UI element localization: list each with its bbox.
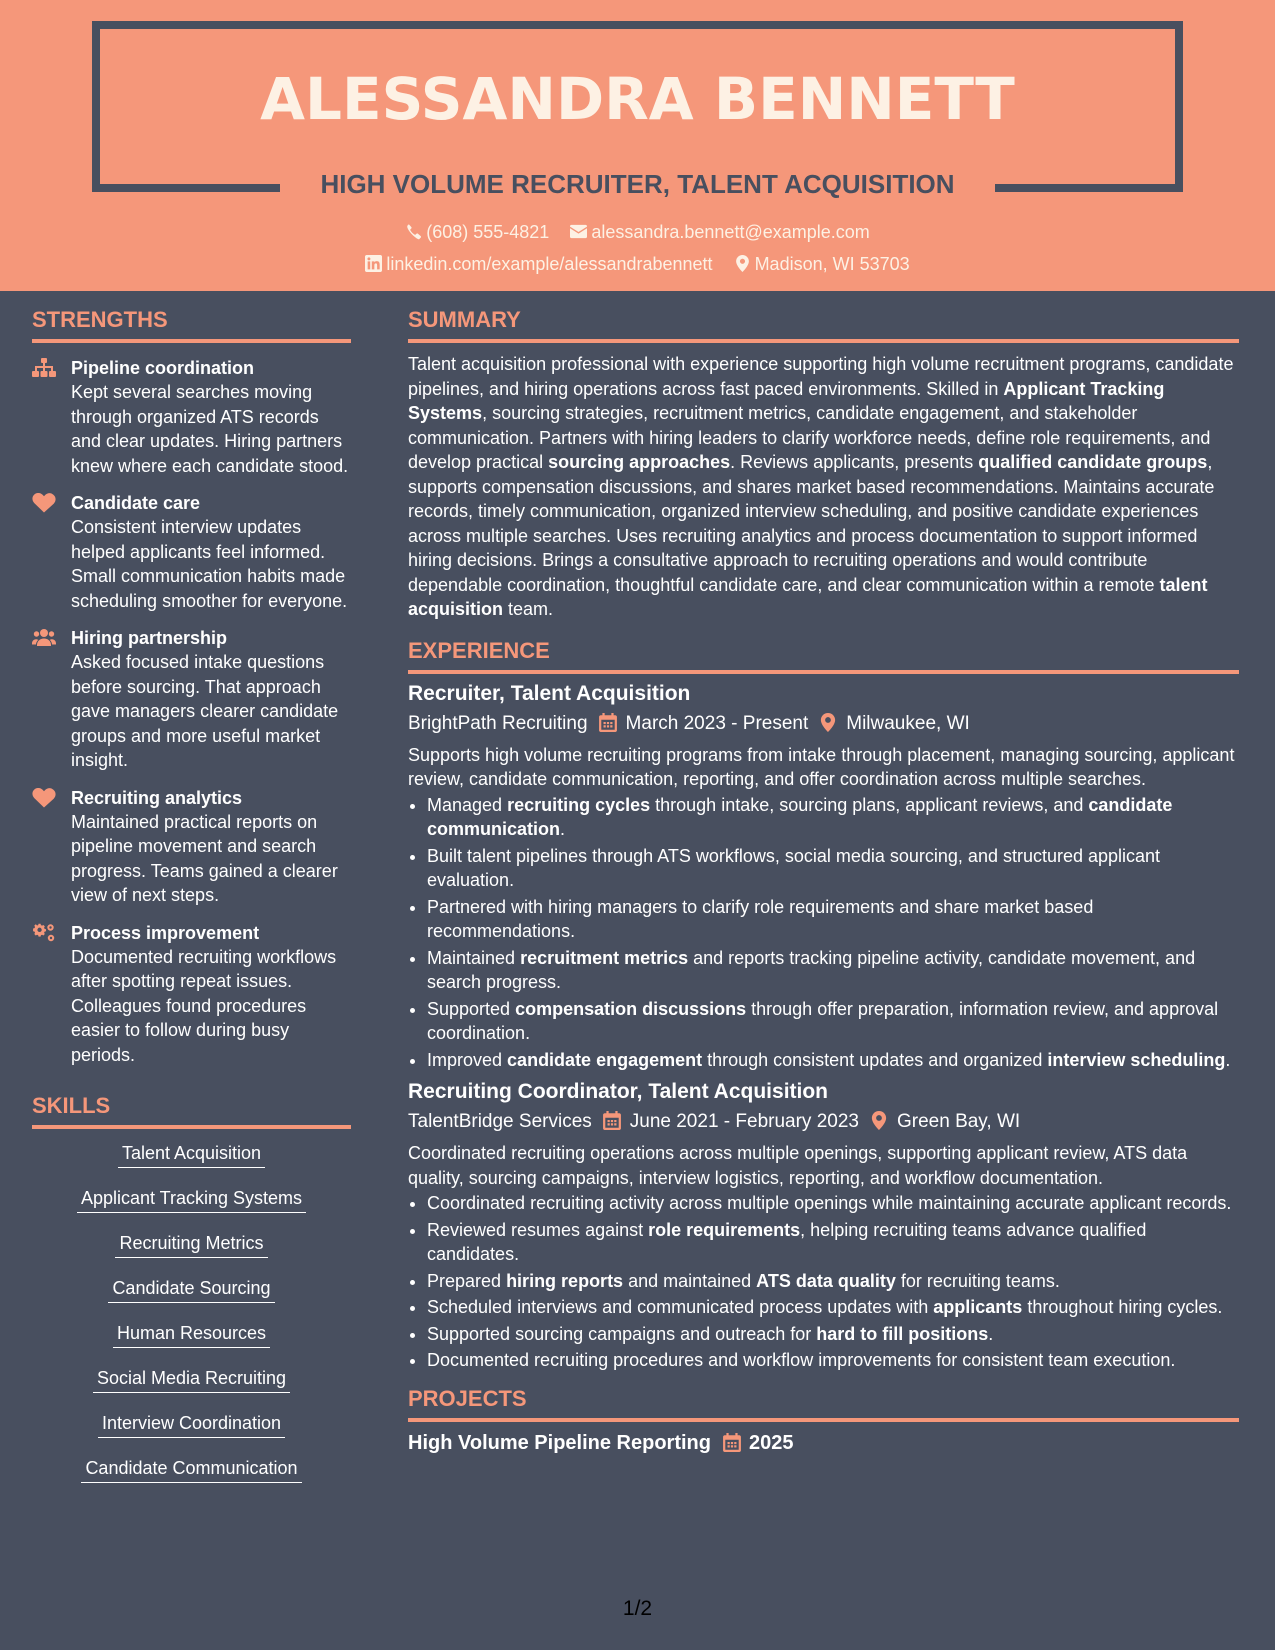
heart-icon <box>32 788 56 808</box>
strength-item <box>32 921 351 1068</box>
bullet-keyword: recruitment metrics <box>520 947 689 968</box>
job-bullet <box>427 946 1239 995</box>
job-company: TalentBridge Services <box>408 1111 592 1132</box>
skill-tag: Human Resources <box>113 1321 270 1348</box>
linkedin-contact[interactable] <box>365 253 712 275</box>
sitemap-icon <box>32 358 56 378</box>
job-bullet <box>427 1048 1239 1073</box>
email-text: alessandra.bennett@example.com <box>591 222 870 242</box>
strength-item <box>32 786 351 908</box>
job-description: Coordinated recruiting operations across multiple openings, supporting applicant review, ATS data quality, sourcing campaigns, interview logistics, reporting, and workflow documentation. <box>408 1143 1188 1188</box>
header-frame <box>92 21 1183 29</box>
strength-title: Candidate care <box>71 493 201 513</box>
job-meta <box>408 711 1239 737</box>
bullet-keyword: applicants <box>933 1297 1023 1317</box>
job-entry <box>408 680 1239 1073</box>
bullet-keyword: role requirements <box>648 1219 801 1240</box>
envelope-icon <box>570 223 587 240</box>
header-banner <box>0 0 1275 291</box>
map-pin-icon <box>819 713 837 732</box>
skills-heading: SKILLS <box>32 1092 351 1129</box>
strength-title: Recruiting analytics <box>71 787 243 808</box>
job-bullets <box>408 1191 1239 1373</box>
skill-tag: Social Media Recruiting <box>93 1366 290 1393</box>
email-contact[interactable] <box>570 221 869 243</box>
job-location: Green Bay, WI <box>896 1111 1021 1132</box>
contact-row <box>0 221 1275 243</box>
summary-fragment: , sourcing strategies, recruitment metrics, candidate engagement, and stakeholder communication. Partners with hiring leaders to clarify workforce needs, define role requirements, and develop practical <box>408 403 1211 472</box>
strength-desc: Consistent interview updates helped applicants feel informed. Small communication habits made scheduling smoother for everyone. <box>71 517 348 611</box>
summary-keyword: Applicant Tracking Systems <box>408 378 1165 423</box>
gears-icon <box>32 923 56 943</box>
skill-tag: Talent Acquisition <box>118 1141 265 1168</box>
job-position: Recruiter, Talent Acquisition <box>408 681 691 705</box>
job-position: Recruiting Coordinator, Talent Acquisition <box>408 1080 829 1103</box>
experience-heading: EXPERIENCE <box>408 637 1239 674</box>
job-bullet <box>427 1295 1239 1320</box>
summary-keyword: qualified candidate groups <box>978 452 1208 472</box>
job-bullet: • Coordinated recruiting activity across multiple openings while maintaining accurate applicant records. <box>427 1191 1239 1216</box>
job-dates: March 2023 - Present <box>625 712 809 734</box>
projects-heading: PROJECTS <box>408 1385 1239 1422</box>
calendar-icon <box>603 1111 621 1130</box>
bullet-text: Reviewed resumes against <box>427 1219 649 1240</box>
skill-tag: Applicant Tracking Systems <box>77 1186 306 1213</box>
job-bullet: • Documented recruiting procedures and workflow improvements for consistent team execution. <box>427 1348 1239 1373</box>
phone-contact[interactable] <box>405 221 549 243</box>
bullet-keyword: candidate engagement <box>507 1049 703 1070</box>
bullet-text: through intake, sourcing plans, applicant reviews, and <box>650 794 1089 815</box>
strength-desc: Asked focused intake questions before sourcing. That approach gave managers clearer candidate groups and more useful market insight. <box>71 652 339 770</box>
bullet-keyword: ATS data quality <box>756 1270 896 1291</box>
right-column <box>408 306 1239 1456</box>
bullet-text: Maintained <box>427 947 521 968</box>
job-location: Milwaukee, WI <box>846 712 970 734</box>
job-bullet <box>427 1218 1239 1267</box>
phone-text: (608) 555-4821 <box>426 222 550 242</box>
skill-tag: Candidate Sourcing <box>108 1276 274 1303</box>
job-bullet <box>427 1322 1239 1347</box>
strength-item <box>32 626 351 773</box>
bullet-text: Supported <box>427 998 516 1019</box>
bullet-keyword: recruiting cycles <box>507 794 651 815</box>
strength-desc: Kept several searches moving through organized ATS records and clear updates. Hiring partners knew where each candidate stood. <box>71 382 349 476</box>
header-frame <box>92 184 280 192</box>
location-contact <box>734 253 910 275</box>
bullet-keyword: hiring reports <box>506 1270 624 1291</box>
strength-title: Hiring partnership <box>71 628 228 648</box>
job-bullet <box>427 997 1239 1046</box>
strength-desc: Maintained practical reports on pipeline movement and search progress. Teams gained a clearer view of next steps. <box>71 811 338 905</box>
job-bullet <box>427 1269 1239 1294</box>
summary-text <box>408 352 1239 622</box>
strength-item <box>32 356 351 478</box>
skills-list <box>32 1141 351 1483</box>
bullet-text: Prepared <box>427 1270 507 1291</box>
bullet-text: through consistent updates and organized <box>702 1049 1048 1070</box>
summary-keyword: sourcing approaches <box>548 452 731 472</box>
bullet-text: . <box>988 1323 994 1344</box>
summary-fragment: team. <box>503 599 554 619</box>
skill-tag: Recruiting Metrics <box>115 1231 267 1258</box>
summary-fragment: . Reviews applicants, presents <box>730 452 979 472</box>
map-pin-icon <box>734 255 751 272</box>
project-year: 2025 <box>748 1431 794 1454</box>
bullet-text: through offer preparation, information review, and approval coordination. <box>427 998 1219 1043</box>
bullet-text: Improved <box>427 1049 508 1070</box>
bullet-keyword: candidate communication <box>427 794 1173 839</box>
strength-desc: Documented recruiting workflows after spotting repeat issues. Colleagues found procedures easier to follow during busy periods. <box>71 946 337 1065</box>
bullet-text: for recruiting teams. <box>895 1270 1060 1291</box>
strengths-heading: STRENGTHS <box>32 306 351 343</box>
project-entry <box>408 1430 1239 1456</box>
bullet-text: throughout hiring cycles. <box>1022 1297 1223 1317</box>
job-company: BrightPath Recruiting <box>408 712 588 734</box>
calendar-icon <box>723 1433 741 1452</box>
bullet-text: Supported sourcing campaigns and outreach for <box>427 1323 817 1344</box>
strength-title: Process improvement <box>71 922 260 943</box>
job-meta <box>408 1109 1239 1135</box>
summary-keyword: talent acquisition <box>408 574 1208 619</box>
candidate-name: ALESSANDRA BENNETT <box>260 65 1015 133</box>
left-column <box>32 306 351 1501</box>
project-title: High Volume Pipeline Reporting <box>408 1431 711 1454</box>
job-bullet: • Built talent pipelines through ATS workflows, social media sourcing, and structured applicant evaluation. <box>427 844 1239 893</box>
users-icon <box>32 628 56 648</box>
skill-tag: Candidate Communication <box>81 1456 301 1483</box>
header-frame <box>1175 21 1183 192</box>
bullet-text: . <box>1225 1049 1231 1070</box>
linkedin-icon <box>365 255 382 272</box>
bullet-text: and reports tracking pipeline activity, candidate movement, and search progress. <box>427 947 1196 992</box>
heart-icon <box>32 493 56 513</box>
bullet-text: Managed <box>427 794 508 815</box>
job-bullets <box>408 793 1239 1073</box>
calendar-icon <box>599 713 617 732</box>
bullet-text: and maintained <box>623 1270 757 1291</box>
header-frame <box>92 21 100 192</box>
header-frame <box>995 184 1183 192</box>
job-bullet: • Partnered with hiring managers to clarify role requirements and share market based recommendations. <box>427 895 1239 944</box>
location-text: Madison, WI 53703 <box>754 254 910 274</box>
summary-fragment: Talent acquisition professional with experience supporting high volume recruitment programs, candidate pipelines, and hiring operations across fast paced environments. Skilled in <box>408 354 1234 399</box>
map-pin-icon <box>870 1111 888 1130</box>
bullet-keyword: interview scheduling <box>1047 1049 1226 1070</box>
job-description: Supports high volume recruiting programs from intake through placement, managing sourcing, applicant review, candidate communication, reporting, and offer coordination across multiple searches. <box>408 744 1235 789</box>
bullet-text: , helping recruiting teams advance qualified candidates. <box>427 1219 1147 1264</box>
summary-fragment: , supports compensation discussions, and shares market based recommendations. Maintains accurate records, timely communication, organized interview scheduling, and positive candidate experiences across multiple searches. Uses recruiting analytics and process documentation to support informed hiring decisions. Brings a consultative approach to recruiting operations and would contribute dependable coordination, thoughtful candidate care, and clear communication within a remote <box>408 452 1215 595</box>
bullet-text: . <box>560 819 566 839</box>
summary-heading: SUMMARY <box>408 306 1239 343</box>
linkedin-text: linkedin.com/example/alessandrabennett <box>386 254 713 274</box>
job-title: HIGH VOLUME RECRUITER, TALENT ACQUISITION <box>320 169 955 199</box>
bullet-text: Scheduled interviews and communicated process updates with <box>427 1297 934 1317</box>
skill-tag: Interview Coordination <box>98 1411 285 1438</box>
page-number: 1/2 <box>622 1597 653 1620</box>
job-bullet <box>427 793 1239 842</box>
job-dates: June 2021 - February 2023 <box>629 1111 859 1132</box>
phone-icon <box>405 223 422 240</box>
contact-row <box>0 253 1275 275</box>
strength-title: Pipeline coordination <box>71 358 255 378</box>
job-entry <box>408 1078 1239 1373</box>
bullet-keyword: hard to fill positions <box>816 1323 989 1344</box>
strength-item <box>32 491 351 613</box>
bullet-keyword: compensation discussions <box>515 998 747 1019</box>
